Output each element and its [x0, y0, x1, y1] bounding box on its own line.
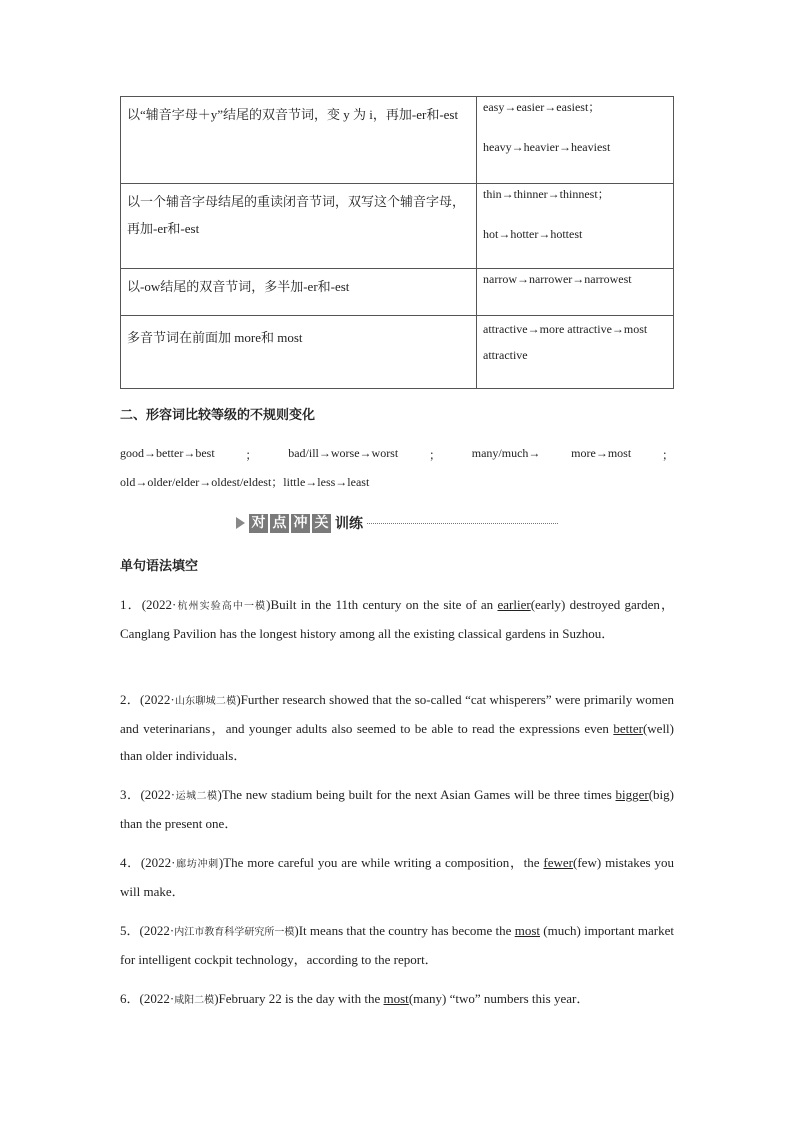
irregular-form: good→better→best	[120, 446, 215, 460]
banner-char: 关	[312, 514, 331, 533]
question-number: 6．	[120, 991, 140, 1006]
section-heading: 二、形容词比较等级的不规则变化	[120, 408, 316, 423]
question-text: )February 22 is the day with the	[214, 991, 384, 1006]
play-arrow-icon	[236, 517, 245, 529]
question-year: (2022·	[140, 855, 176, 870]
example-line: attractive→more attractive→most attractive	[483, 322, 648, 362]
answer-blank: earlier	[497, 597, 531, 612]
rule-description: 以一个辅音字母结尾的重读闭音节词，双写这个辅音字母，再加-er和-est	[121, 184, 477, 269]
irregular-form: bad/ill→worse→worst	[288, 446, 399, 460]
answer-blank: bigger	[615, 787, 649, 802]
question-text: )Built in the 11th century on the site of an	[266, 597, 498, 612]
question-number: 5．	[120, 923, 140, 938]
question-text: )It means that the country has become the	[294, 923, 515, 938]
irregular-forms-line	[120, 446, 674, 463]
question-source: 山东聊城二模	[174, 696, 237, 707]
answer-blank: most	[514, 923, 541, 938]
separator: ；	[245, 448, 258, 462]
question-text: (much) important market for intelligent cockpit technology，according to the report．	[120, 923, 674, 967]
question-year: (2022·	[140, 787, 176, 802]
question-text: )Further research showed that the so-called “cat whisperers” were primarily women and veterinarians，and younger adults also seemed to be able to read the expressions even	[120, 692, 674, 736]
question-source: 杭州实验高中一模	[176, 601, 267, 612]
banner-suffix: 训练	[335, 516, 363, 532]
rule-examples	[477, 269, 674, 316]
question-item	[120, 917, 674, 973]
question-item	[120, 849, 674, 905]
question-source: 咸阳二模	[174, 995, 215, 1006]
rule-examples	[477, 184, 674, 269]
question-item	[120, 985, 674, 1014]
rule-row	[121, 269, 674, 316]
question-text: )The more careful you are while writing a composition，the	[218, 855, 544, 870]
example-line: narrow→narrower→narrowest	[483, 272, 632, 286]
rule-description: 以“辅音字母＋y”结尾的双音节词，变 y 为 i，再加-er和-est	[121, 97, 477, 184]
rule-row	[121, 316, 674, 389]
question-text: (big) than the present one．	[120, 787, 674, 831]
question-number: 2．	[120, 692, 140, 707]
irregular-form: old→older/elder→oldest/eldest；little→less→least	[120, 475, 370, 489]
question-year: (2022·	[141, 597, 177, 612]
banner-char: 冲	[291, 514, 310, 533]
question-text: (many) “two” numbers this year．	[408, 991, 590, 1006]
banner-divider	[367, 523, 558, 524]
question-text: (few) mistakes you will make．	[120, 855, 674, 899]
exercise-type-heading: 单句语法填空	[120, 559, 199, 574]
question-source: 内江市教育科学研究所一模	[174, 927, 295, 938]
example-line: heavy→heavier→heaviest	[483, 140, 611, 154]
question-text: (early) destroyed garden，Canglang Pavilion has the longest history among all the existing classical gardens in Suzhou．	[120, 597, 674, 641]
banner-char: 点	[270, 514, 289, 533]
practice-banner	[236, 512, 558, 534]
separator: ；	[428, 448, 441, 462]
irregular-form: more→most	[571, 446, 632, 460]
question-source: 运城二模	[175, 791, 218, 802]
question-year: (2022·	[139, 991, 175, 1006]
answer-blank: most	[383, 991, 409, 1006]
question-text: (well) than older individuals．	[120, 721, 674, 763]
question-item	[120, 591, 674, 647]
question-year: (2022·	[139, 923, 175, 938]
rule-description: 多音节词在前面加 more和 most	[121, 316, 477, 389]
question-text: )The new stadium being built for the next Asian Games will be three times	[217, 787, 616, 802]
question-number: 1．	[120, 597, 142, 612]
example-line: hot→hotter→hottest	[483, 227, 583, 241]
rule-row	[121, 97, 674, 184]
question-item	[120, 781, 674, 837]
separator: ；	[661, 448, 674, 462]
comparison-rules-table	[120, 96, 674, 389]
question-source: 廊坊冲刺	[175, 859, 219, 870]
question-year: (2022·	[139, 692, 175, 707]
rule-row	[121, 184, 674, 269]
rule-examples	[477, 316, 674, 389]
answer-blank: fewer	[543, 855, 574, 870]
question-number: 4．	[120, 855, 141, 870]
example-line: thin→thinner→thinnest；	[483, 187, 610, 201]
irregular-forms-line	[120, 473, 674, 490]
banner-char: 对	[249, 514, 268, 533]
example-line: easy→easier→easiest；	[483, 100, 601, 114]
rule-examples	[477, 97, 674, 184]
rule-description: 以-ow结尾的双音节词，多半加-er和-est	[121, 269, 477, 316]
question-number: 3．	[120, 787, 141, 802]
question-item	[120, 686, 674, 769]
answer-blank: better	[613, 721, 643, 736]
irregular-form: many/much→	[471, 446, 541, 460]
